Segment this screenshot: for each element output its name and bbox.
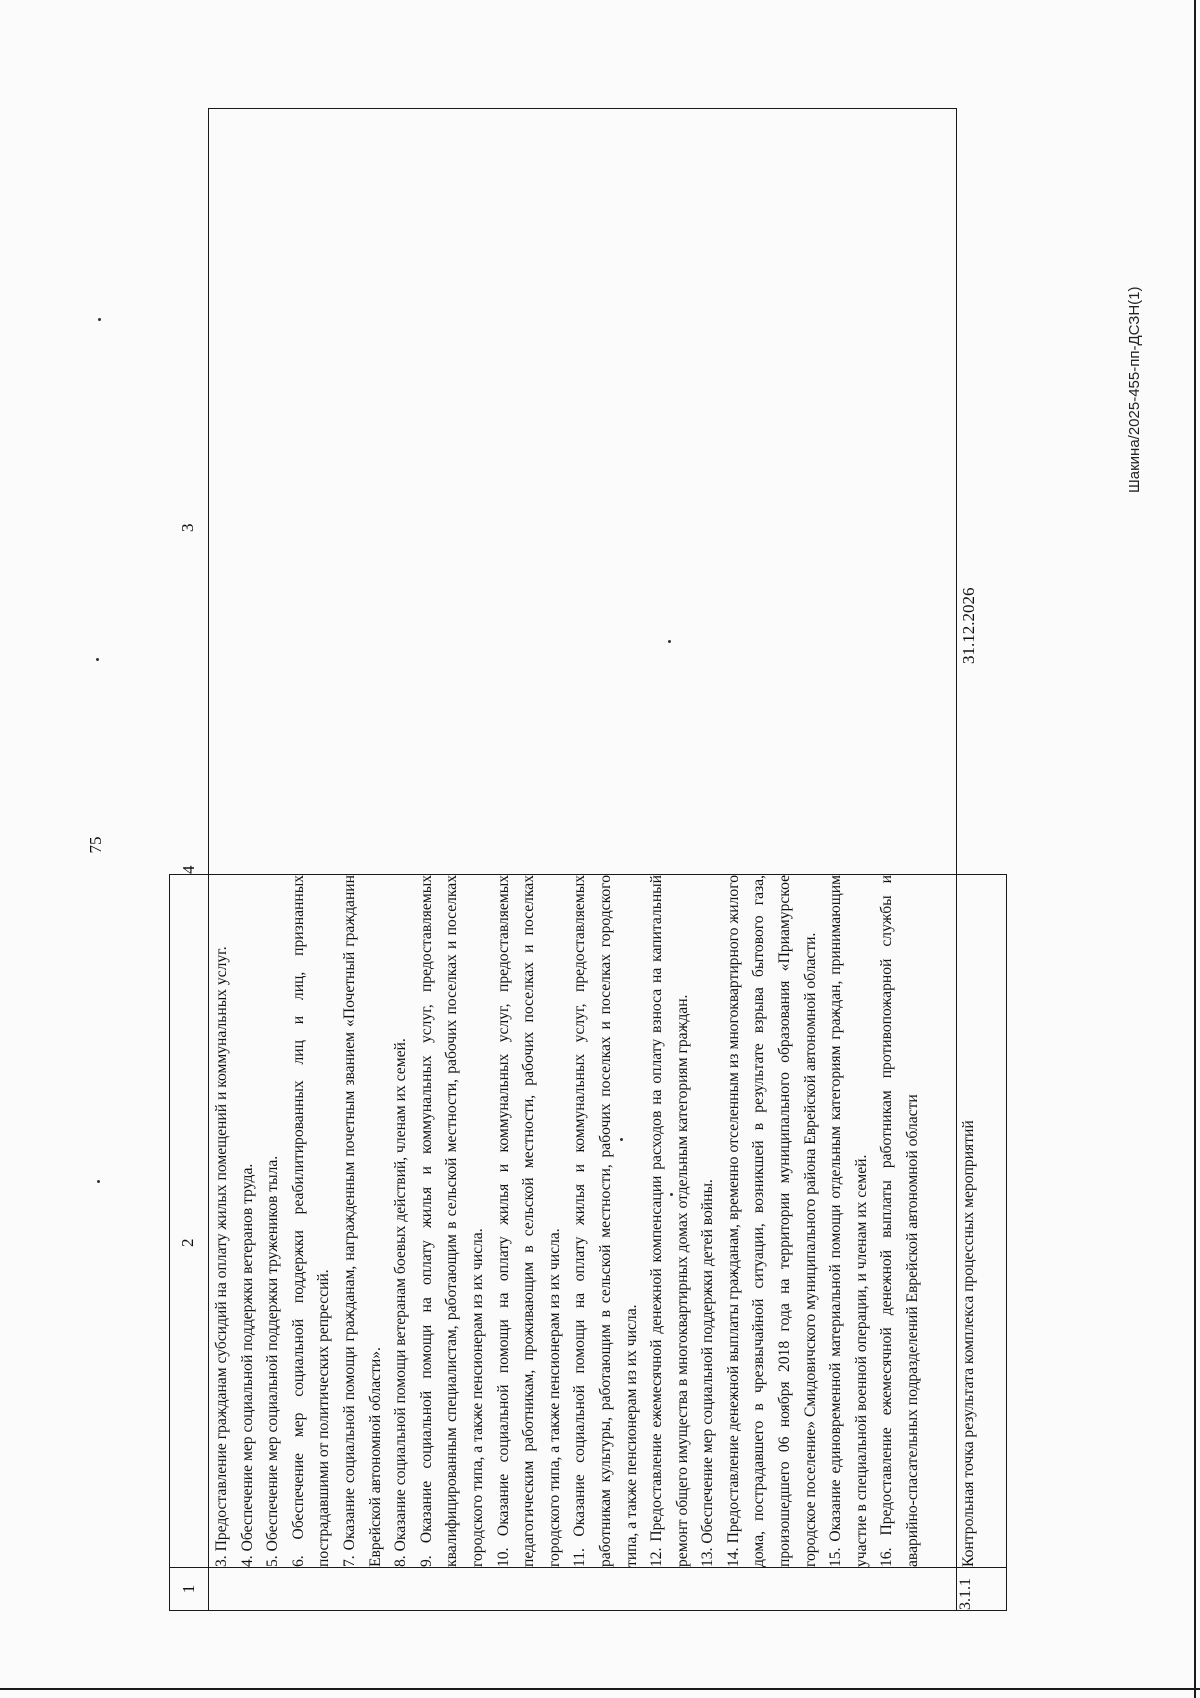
measure-item: 4. Обеспечение мер социальной поддержки ветеранов труда.: [238, 1163, 256, 1567]
measure-item: 3. Предоставление гражданам субсидий на оплату жилых помещений и коммунальных услуг.: [213, 946, 230, 1567]
measure-item: 6. Обеспечение мер социальной поддержки реабилитированных лиц и лиц, признанных пострадавшими от политических репрессий.: [289, 875, 333, 1567]
measure-item: 14. Предоставление денежной выплаты гражданам, временно отселенным из многоквартирного жилого дома, пострадавшего в чрезвычайной ситуации, возникшей в результате взрыва бытового газа, произошедшего 06 ноября 2018 года на территории муниципального образования «Приамурское городское поселение» Смидовичского муниципального района Еврейской автономной области.: [724, 875, 819, 1567]
header-col-2-label: 2: [178, 1238, 197, 1247]
measure-item: 12. Предоставление ежемесячной денежной компенсации расходов на оплату взноса на капитальный ремонт общего имущества в многоквартирных домах отдельным категориям граждан.: [648, 875, 691, 1567]
header-col-1: 1: [170, 1568, 209, 1611]
row2-number: 3.1.1: [957, 1568, 1007, 1611]
table-row-measures: [209, 109, 957, 1611]
measure-item: 8. Оказание социальной помощи ветеранам боевых действий, членам их семей.: [392, 1038, 410, 1567]
row2-date: 31.12.2026: [959, 587, 978, 664]
table-row-control-point: [957, 109, 1007, 1611]
measure-item: 15. Оказание единовременной материальной помощи отдельным категориям граждан, принимающим участие в специальной военной операции, и членам их семей.: [827, 875, 870, 1567]
scan-speck: [98, 318, 101, 321]
row1-col-4: [209, 109, 957, 875]
scan-edge-right: [1194, 0, 1196, 1698]
measure-item: 13. Обеспечение мер социальной поддержки детей войны.: [699, 1179, 717, 1567]
scan-speck: [97, 1180, 100, 1183]
row1-col-1: [209, 1568, 957, 1611]
measure-item: 16. Предоставление ежемесячной денежной выплаты работникам противопожарной службы и аварийно-спасательных подразделений Еврейской автономной области: [878, 875, 922, 1567]
measure-item: 10. Оказание социальной помощи на оплату жилья и коммунальных услуг, предоставляемых педагогическим работникам, проживающим в сельской местности, рабочих поселках и поселках городского типа, а также пенсионерам из их числа.: [494, 875, 563, 1567]
scan-speck: [96, 658, 99, 661]
header-col-2: [170, 523, 209, 1568]
page-number: 75: [86, 836, 105, 854]
header-col-3-label: 3: [178, 523, 197, 532]
table-header-row: 1 2 3 4: [170, 109, 209, 1611]
scan-edge-bottom: [0, 1688, 1200, 1690]
measure-item: 7. Оказание социальной помощи гражданам, награжденным почетным званием «Почетный гражданин Еврейской автономной области».: [340, 875, 384, 1567]
measure-item: 9. Оказание социальной помощи на оплату жилья и коммунальных услуг, предоставляемых квалифицированным специалистам, работающим в сельской местности, рабочих поселках и поселках городского типа, а также пенсионерам из их числа.: [417, 875, 486, 1567]
measure-item: 5. Обеспечение мер социальной поддержки тружеников тыла.: [264, 1155, 282, 1567]
document-code: Шакина/2025-455-пп-ДСЗН(1): [1126, 286, 1143, 493]
measures-table: [169, 108, 1007, 1611]
row1-measures-cell: [209, 875, 957, 1568]
row2-title: Контрольная точка результата комплекса процессных мероприятий: [957, 875, 1007, 1568]
measure-item: 11. Оказание социальной помощи на оплату жилья и коммунальных услуг, предоставляемых работникам культуры, работающим в сельской местности, рабочих поселках и поселках городского типа, а также пенсионерам из их числа.: [571, 875, 640, 1567]
rotated-table-wrapper: [169, 109, 1007, 1611]
